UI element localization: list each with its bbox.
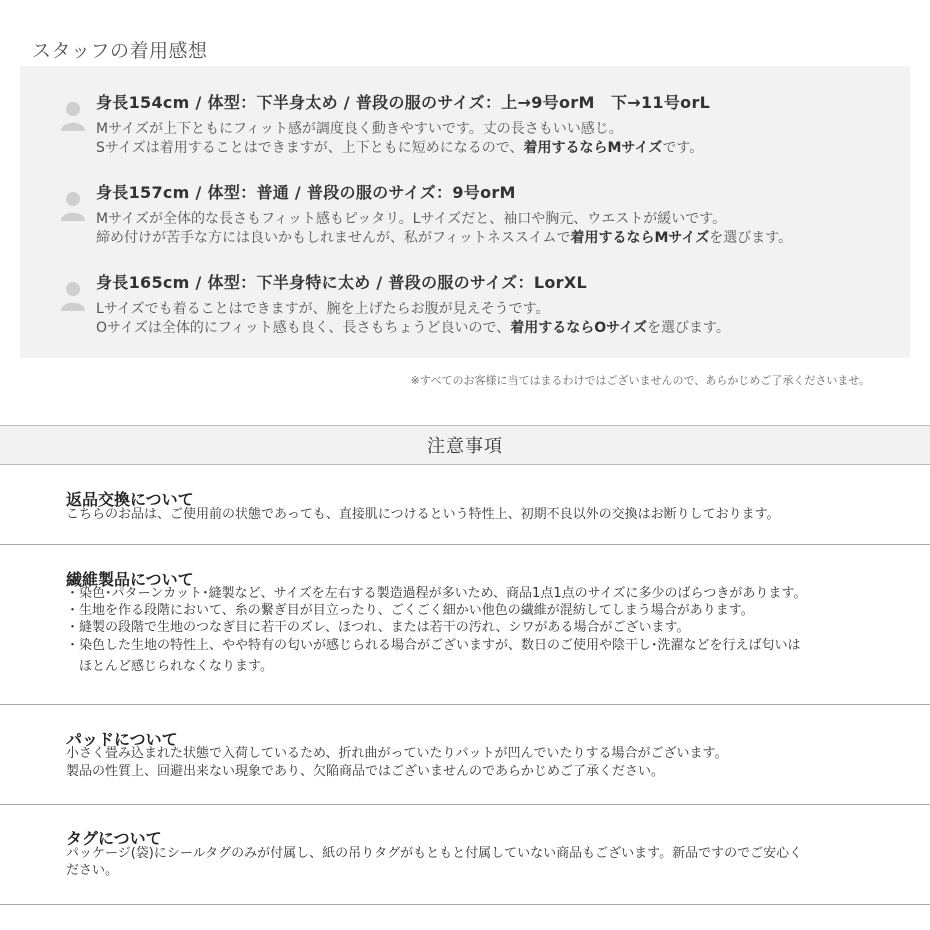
section-divider [0, 704, 930, 705]
section-divider [0, 904, 930, 905]
review-heading: 身長165cm / 体型：下半身特に太め / 普段の服のサイズ：LorXL [96, 273, 587, 292]
disclaimer-note: ※すべてのお客様に当てはまるわけではございませんので、あらかじめご了承くださいませ。 [410, 374, 870, 387]
review-emphasis: 着用するならMサイズ [523, 140, 663, 156]
section-text-line: パッケージ(袋)にシールタグのみが付属し、紙の吊りタグがもともと付属していない商品もございます。新品ですのでご安心く [66, 846, 803, 861]
review-text-line: Sサイズは着用することはできますが、上下ともに短めになるので、着用するならMサイズです。 [96, 140, 704, 156]
review-heading: 身長157cm / 体型：普通 / 普段の服のサイズ：9号orM [96, 183, 516, 202]
staff-review-box [20, 66, 910, 358]
section-divider [0, 544, 930, 545]
person-silhouette-icon [60, 101, 86, 131]
section-text-line: ・縫製の段階で生地のつなぎ目に若干のズレ、ほつれ、または若干の汚れ、シワがある場合がございます。 [66, 620, 690, 635]
section-text-line: ・染色した生地の特性上、やや特有の匂いが感じられる場合がございますが、数日のご使用や陰干し･洗濯などを行えば匂いは [66, 638, 801, 653]
review-heading: 身長154cm / 体型：下半身太め / 普段の服のサイズ：上→9号orM 下→11号orL [96, 93, 711, 112]
notice-header-bar [0, 425, 930, 465]
section-text-line: ださい。 [66, 863, 119, 878]
section-text-line: ・生地を作る段階において、糸の繋ぎ目が目立ったり、ごくごく細かい他色の繊維が混紡してしまう場合があります。 [66, 603, 754, 618]
person-silhouette-icon [60, 191, 86, 221]
section-divider [0, 804, 930, 805]
review-emphasis: 着用するならMサイズ [570, 230, 710, 246]
person-silhouette-icon [60, 281, 86, 311]
section-text-line: ・染色･パターンカット･縫製など、サイズを左右する製造過程が多いため、商品1点1点のサイズに多少のばらつきがあります。 [66, 586, 807, 601]
section-text-line: 製品の性質上、回避出来ない現象であり、欠陥商品ではございませんのであらかじめご了承ください。 [66, 764, 665, 779]
section-title: 繊維製品について [66, 570, 194, 589]
section-text-line: こちらのお品は、ご使用前の状態であっても、直接肌につけるという特性上、初期不良以外の交換はお断りしております。 [66, 507, 780, 522]
section-title: パッドについて [66, 730, 178, 749]
section-title: 返品交換について [66, 490, 194, 509]
section-text-line: 小さく畳み込まれた状態で入荷しているため、折れ曲がっていたりパットが凹んでいたりする場合がございます。 [66, 746, 728, 761]
section-text-line: ほとんど感じられなくなります。 [66, 659, 273, 674]
review-text-line: Mサイズが全体的な長さもフィット感もピッタリ。Lサイズだと、袖口や胸元、ウエストが緩いです。 [96, 211, 727, 227]
review-text-line: Lサイズでも着ることはできますが、腕を上げたらお腹が見えそうです。 [96, 301, 550, 317]
staff-section-title: スタッフの着用感想 [32, 40, 208, 62]
review-text-line: Mサイズが上下ともにフィット感が調度良く動きやすいです。丈の長さもいい感じ。 [96, 121, 623, 137]
notice-title: 注意事項 [427, 436, 503, 457]
section-title: タグについて [66, 829, 162, 848]
review-text-line: Oサイズは全体的にフィット感も良く、長さもちょうど良いので、着用するならOサイズを選びます。 [96, 320, 730, 336]
review-emphasis: 着用するならOサイズ [510, 320, 647, 336]
review-text-line: 締め付けが苦手な方には良いかもしれませんが、私がフィットネススイムで着用するならMサイズを選びます。 [96, 230, 793, 246]
